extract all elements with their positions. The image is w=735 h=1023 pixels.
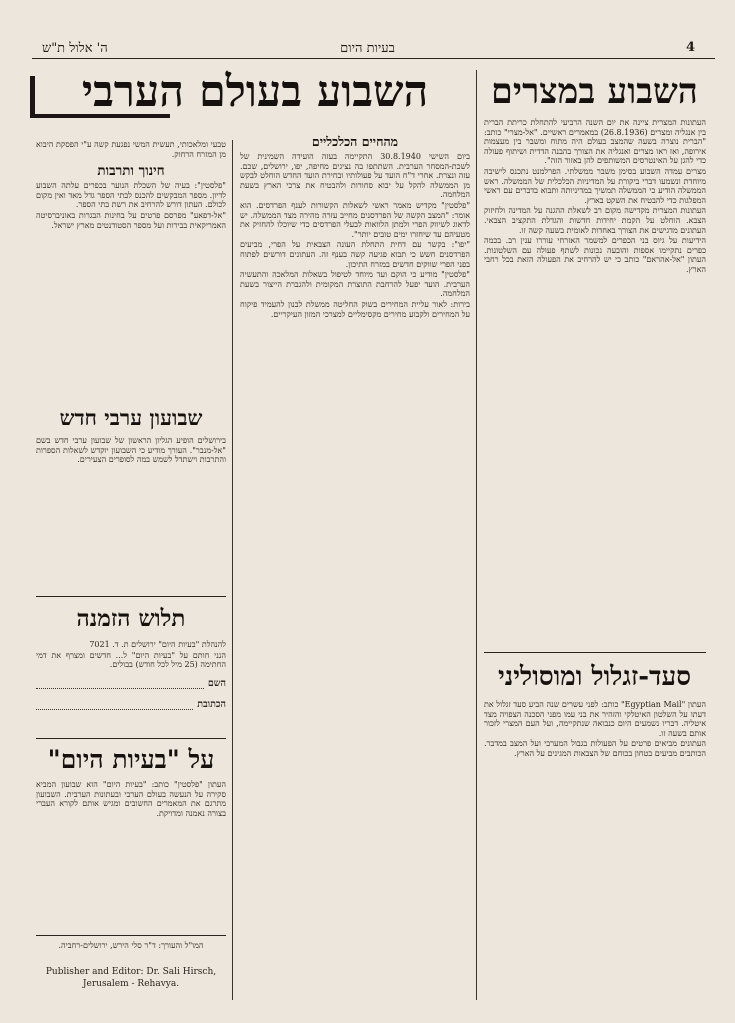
- paper-name: בעיות היום: [340, 41, 395, 56]
- left-paragraph: בירושלים הופיע הגליון הראשון של שבועון ערבי חדש בשם "אל-מנבר". העורך מודיע כי השבועון יוקדש לשאלות הספרות והתרבות וישתדל לשמש במה לסופרים הצעירים.: [36, 436, 226, 465]
- right-headline: השבוע במצרים: [491, 71, 698, 112]
- middle-sub-headline: מהחיים הכלכליים: [311, 134, 399, 149]
- right-paragraph: מצרים עמדה השבוע בסימן משבר ממשלתי. הפרלמנט נתכנס לישיבה מיוחדת ונשמעו דברי ביקורת על המדיניות הכלכלית של הממשלה. ראש הממשלה הודיע כי הממשלה תמשיך במדיניותה ותבוא בדברים עם ראשי המפלגות כדי להבטיח את השקט בארץ.: [484, 166, 706, 205]
- imprint-hebrew: [36, 941, 226, 963]
- left-paragraph: העתון "פלסטין" כותב: "בעיות היום" הוא שבועון המביא סקירה על הנעשה בעולם הערבי ובעתונות הערבית. השבועון מתרגם את המאמרים החשובים ומגיש אותם לקורא העברי בצורה נאמנה ומדויקת.: [36, 780, 226, 818]
- left-column-about-body: [36, 780, 226, 930]
- right-paragraph: הידיעות על גיוס בני הכפרים למשמר האזרחי עוררו ענין רב. בכמה כפרים נתקיימו אספות והובעה נכונות לשתף פעולה עם השלטונות. העתון "אל-אהראם" כותב כי יש להרחיב את הפעולה הזאת בכל רחבי הארץ.: [484, 236, 706, 274]
- page-number: 4: [686, 40, 696, 55]
- middle-paragraph: "פלסטין" מקדיש מאמר ראשי לשאלות הקשורות לענף הפרדסים. הוא אומר: "המצב הקשה של הפרדסנים מחייב עזרה מהירה מצד הממשלה. יש לדאוג לשיווק הפרי ולמתן הלוואות לבעלי הפרדסים כדי שיוכלו להחזיק את מטעיהם עד שיחזרו ימים טובים יותר".: [240, 200, 470, 239]
- subscription-address: להנהלת "בעיות היום" ירושלים ת. ד. 7021: [89, 640, 226, 649]
- left-paragraph: "פלסטין": בעיה של השכלת הנוער בכפרים עלתה השבוע לדיון. מספר המבקשים להכנס לבתי הספר גדל מאד ואין מקום לכולם. העתון דורש להרחיב את רשת בתי הספר.: [36, 181, 226, 210]
- imprint-rule: [36, 935, 226, 936]
- publisher-english-line-2: Jerusalem - Rehavya.: [82, 979, 180, 989]
- middle-paragraph: ביום השישי 30.8.1940 התקיימה בעזה הועידה השמינית של לשכת-המסחר הערבית. השתתפו בה נציגים מחיפה, יפו, ירושלים, שכם. עזה ונצרת. אחרי ד"ח הועד על פעולותיו ובחירת הועד החדש הוחלט לבקש מן הממשלה להקל על יבוא סחורות ולהבטיח את צרכי הארץ בשעת המלחמה.: [240, 152, 470, 200]
- column-divider-right: [476, 70, 477, 1000]
- right-paragraph: העתונים מביאים פרטים על הפעולות בגבול המערבי ועל המצב במדבר. הכותבים מביעים בטחון בכוחם של הצבאות המגינים על הארץ.: [484, 739, 706, 758]
- right-sub-headline: סעד-זגלול ומוסוליני: [497, 662, 692, 692]
- subscription-headline: תלוש הזמנה: [76, 605, 186, 632]
- middle-column-body: [240, 130, 470, 1000]
- left-paragraph: טבעי ומלאכותי, תעשית המשי נפגעת קשה ע"י הפסקת היבוא מן המזרח הרחוק.: [36, 140, 226, 159]
- middle-paragraph: בירות: לאור עליית המחירים בשוק החליטה ממשלת לבנון להעמיד פיקוח על המחירים ולקבוע מחירים מקסימליים למצרכי המזון העיקריים.: [240, 299, 470, 319]
- publisher-english-line-1: Publisher and Editor: Dr. Sali Hirsch,: [45, 967, 217, 977]
- publisher-hebrew: המו"ל והעורך: ד"ר סלי הירש, ירושלים-רחביה.: [58, 941, 204, 950]
- imprint-english: [36, 966, 226, 990]
- address-field-line[interactable]: [36, 699, 193, 710]
- subscription-text: הנני חותם על "בעיות היום" ל... חדשים ומצרף את דמי החתימה (25 מיל לכל חודש) בבולים.: [36, 650, 226, 670]
- right-paragraph: העתון "Egyptian Mail" כותב: לפני עשרים שנה הביע סעד זגלול את דעתו על השלטון האיטלקי והזהיר את בני עמו מפני הסכנה הצפויה מצד איטליה. דבריו נשמעים היום כנבואה שנתקיימה, ועל העם המצרי לזכור אותם בשעה זו.: [484, 700, 706, 738]
- name-field-line[interactable]: [36, 678, 204, 689]
- field-label-address: הכתובת: [197, 699, 226, 711]
- right-paragraph: העתונות המצרית מקדישה מקום רב לשאלת ההגנה על המדינה ולחיזוק הצבא. הוחלט על הקמת יחידות חדשות והגדלת התקציב הצבאי. העתונים מדגישים את הצורך באחדות לאומית בשעה קשה זו.: [484, 206, 706, 235]
- left-column-top: [36, 140, 226, 400]
- banner-bracket-left: [30, 76, 35, 118]
- left-column-weekly-body: [36, 436, 226, 586]
- column-divider-left: [232, 140, 233, 1000]
- subscription-bottom-rule: [36, 738, 226, 739]
- middle-headline: השבוע בעולם הערבי: [81, 67, 429, 117]
- left-sub-headline-weekly: שבועון ערבי חדש: [59, 405, 203, 430]
- field-label-name: השם: [207, 678, 226, 690]
- issue-date: ה' אלול ת"ש: [42, 41, 108, 56]
- right-section-rule: [484, 652, 706, 653]
- left-paragraph: "אל-דפאע" מפרסם פרטים על בחינות הבגרות באוניברסיטה האמריקאית בבירות ועל מספר הסטודנטים מארץ ישראל.: [36, 210, 226, 230]
- right-column-body: [484, 118, 706, 648]
- right-column-lower-body: [484, 700, 706, 1000]
- subscription-top-rule: [36, 596, 226, 597]
- subscription-form: [36, 640, 226, 730]
- left-sub-headline-education: חינוך ותרבות: [97, 163, 165, 180]
- right-paragraph: העתונות המצרית ציינה את יום השנה הרביעי להתחלת כריתת הברית בין אנגליה ומצרים (26.8.1936) במאמרים ראשיים. "אל-מצרי" כותב: "הברית נוצרה בשעה שהמצב בעולם היה מתוח ומשבר בין מעצמות אירופה, ואז ראו מצרים ואנגליה את הצורך בהבנה הדדית ושיתוף פעולה כדי להגן על האינטרסים המשותפים להן באזור הזה".: [484, 118, 706, 166]
- middle-paragraph: "פלסטין" מודיע כי הוקם ועד מיוחד לטיפול בשאלות המלאכה והתעשיה הערבית. הועד יפעל להרחבת התוצרת המקומית ולהגברת הייצור בשעת המלחמה.: [240, 270, 470, 299]
- header-rule: [32, 58, 715, 59]
- middle-paragraph: "יפו": בקשר עם דחית התחלת העונה הצבאית על הפרי, מביעים הפרדסנים חשש כי תבוא פגיעה קשה בענף זה. העתונים דורשים לפתוח בפני הפרי שווקים חדשים במזרח התיכון.: [240, 240, 470, 269]
- about-headline: על "בעיות היום": [47, 745, 215, 774]
